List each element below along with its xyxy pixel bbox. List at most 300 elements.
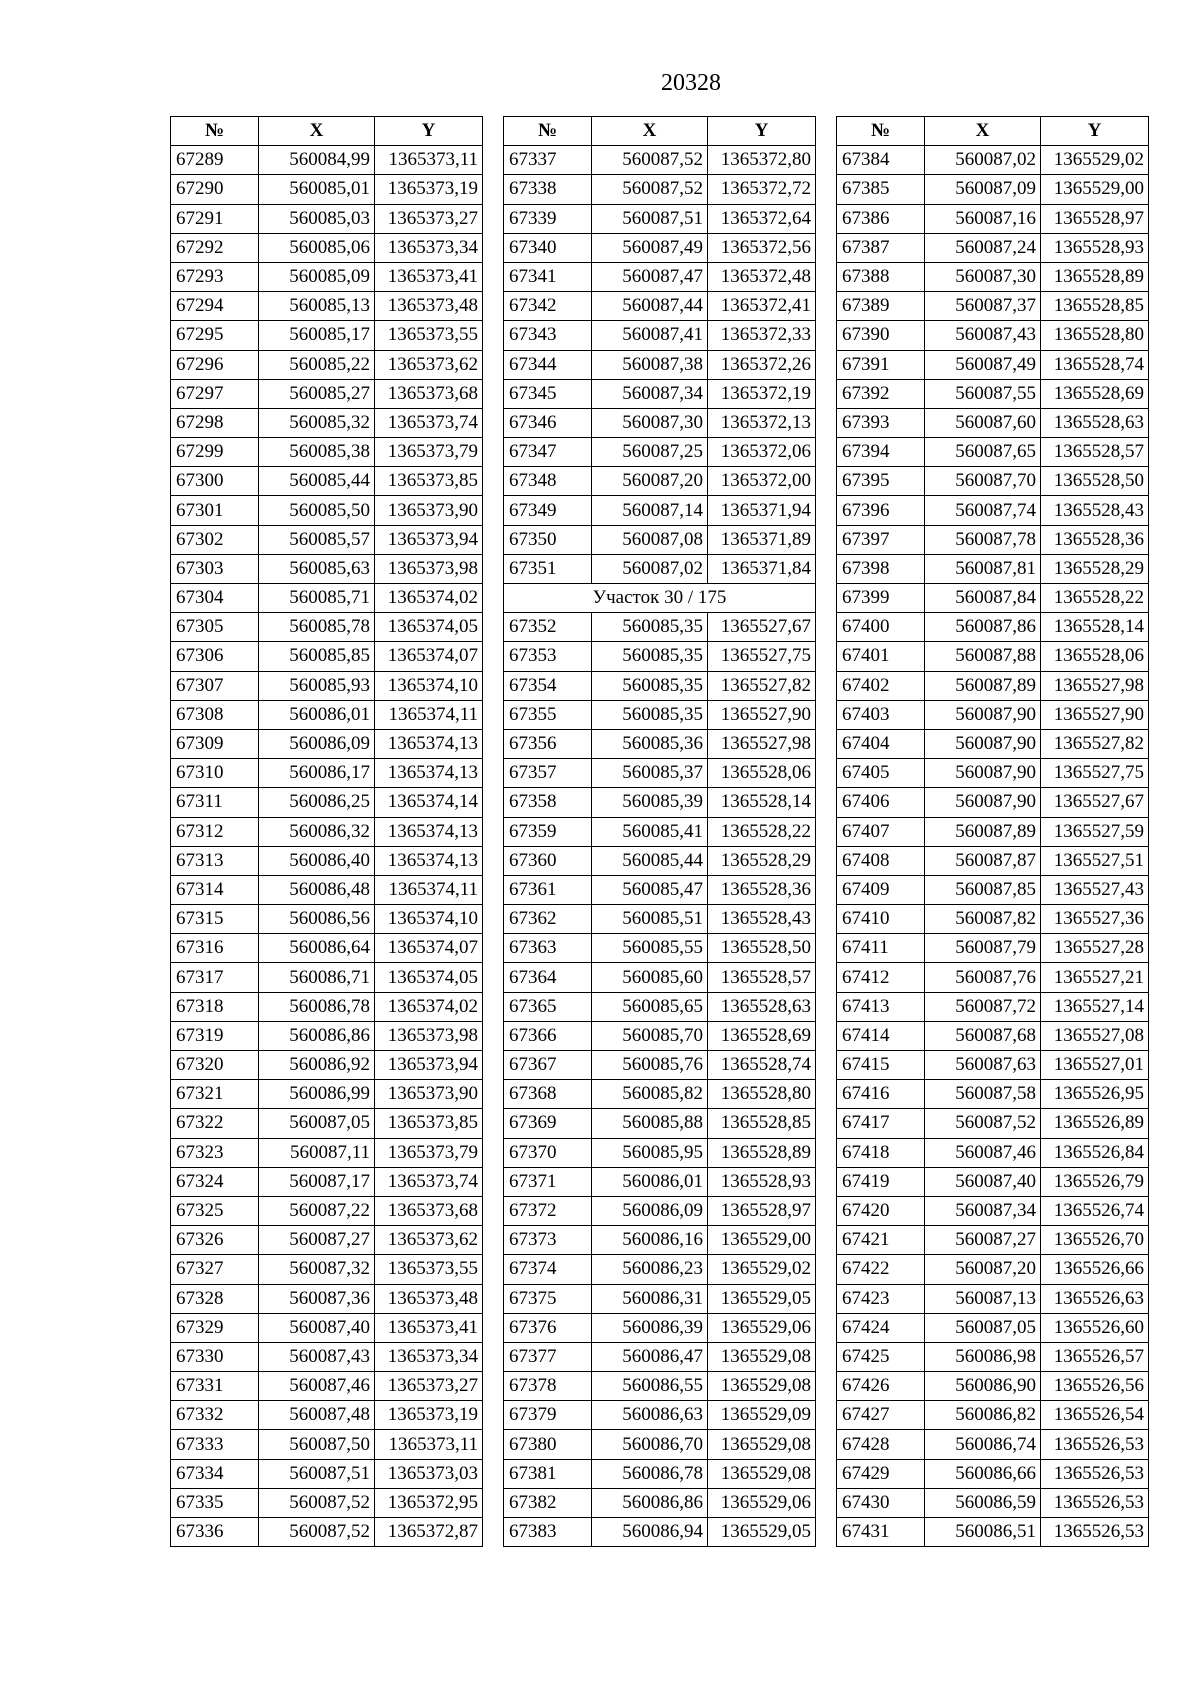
table-row <box>504 1284 816 1313</box>
x-coordinate-cell: 560087,68 <box>925 1021 1041 1050</box>
x-coordinate-cell: 560087,08 <box>592 525 708 554</box>
point-number-cell: 67314 <box>171 875 259 904</box>
x-coordinate-cell: 560085,17 <box>259 321 375 350</box>
x-coordinate-cell: 560086,17 <box>259 759 375 788</box>
table-row <box>837 1138 1149 1167</box>
y-coordinate-cell: 1365528,29 <box>708 846 816 875</box>
table-row <box>504 992 816 1021</box>
y-coordinate-cell: 1365374,10 <box>375 671 483 700</box>
table-row <box>504 671 816 700</box>
y-coordinate-cell: 1365529,08 <box>708 1342 816 1371</box>
point-number-cell: 67329 <box>171 1313 259 1342</box>
x-coordinate-cell: 560087,25 <box>592 438 708 467</box>
table-row <box>837 321 1149 350</box>
table-row <box>837 1401 1149 1430</box>
table-row <box>504 379 816 408</box>
table-row <box>504 700 816 729</box>
point-number-cell: 67393 <box>837 408 925 437</box>
table-row <box>504 292 816 321</box>
y-coordinate-cell: 1365528,89 <box>1041 262 1149 291</box>
point-number-cell: 67325 <box>171 1196 259 1225</box>
point-number-cell: 67332 <box>171 1401 259 1430</box>
x-coordinate-cell: 560087,43 <box>925 321 1041 350</box>
point-number-cell: 67315 <box>171 905 259 934</box>
y-coordinate-cell: 1365528,93 <box>1041 233 1149 262</box>
point-number-cell: 67311 <box>171 788 259 817</box>
header-y: Y <box>375 117 483 146</box>
table-row <box>504 759 816 788</box>
y-coordinate-cell: 1365526,89 <box>1041 1109 1149 1138</box>
x-coordinate-cell: 560087,27 <box>925 1226 1041 1255</box>
table-row <box>171 1518 483 1547</box>
table-row <box>504 613 816 642</box>
point-number-cell: 67411 <box>837 934 925 963</box>
y-coordinate-cell: 1365374,07 <box>375 642 483 671</box>
point-number-cell: 67300 <box>171 467 259 496</box>
x-coordinate-cell: 560086,09 <box>259 729 375 758</box>
point-number-cell: 67406 <box>837 788 925 817</box>
y-coordinate-cell: 1365529,08 <box>708 1430 816 1459</box>
point-number-cell: 67396 <box>837 496 925 525</box>
point-number-cell: 67399 <box>837 584 925 613</box>
x-coordinate-cell: 560087,05 <box>259 1109 375 1138</box>
point-number-cell: 67421 <box>837 1226 925 1255</box>
table-row <box>504 146 816 175</box>
y-coordinate-cell: 1365526,66 <box>1041 1255 1149 1284</box>
point-number-cell: 67413 <box>837 992 925 1021</box>
y-coordinate-cell: 1365372,56 <box>708 233 816 262</box>
y-coordinate-cell: 1365526,56 <box>1041 1372 1149 1401</box>
table-row <box>504 788 816 817</box>
point-number-cell: 67366 <box>504 1021 592 1050</box>
table-row <box>504 729 816 758</box>
y-coordinate-cell: 1365526,54 <box>1041 1401 1149 1430</box>
x-coordinate-cell: 560086,74 <box>925 1430 1041 1459</box>
x-coordinate-cell: 560085,13 <box>259 292 375 321</box>
x-coordinate-cell: 560086,66 <box>925 1459 1041 1488</box>
table-row <box>837 554 1149 583</box>
x-coordinate-cell: 560086,78 <box>592 1459 708 1488</box>
x-coordinate-cell: 560086,48 <box>259 875 375 904</box>
x-coordinate-cell: 560086,94 <box>592 1518 708 1547</box>
x-coordinate-cell: 560087,24 <box>925 233 1041 262</box>
point-number-cell: 67373 <box>504 1226 592 1255</box>
y-coordinate-cell: 1365527,14 <box>1041 992 1149 1021</box>
table-row <box>837 1313 1149 1342</box>
x-coordinate-cell: 560085,55 <box>592 934 708 963</box>
x-coordinate-cell: 560087,38 <box>592 350 708 379</box>
x-coordinate-cell: 560086,01 <box>259 700 375 729</box>
x-coordinate-cell: 560087,89 <box>925 671 1041 700</box>
x-coordinate-cell: 560085,22 <box>259 350 375 379</box>
table-row <box>171 525 483 554</box>
point-number-cell: 67364 <box>504 963 592 992</box>
table-row <box>504 934 816 963</box>
y-coordinate-cell: 1365529,00 <box>1041 175 1149 204</box>
y-coordinate-cell: 1365528,74 <box>708 1051 816 1080</box>
point-number-cell: 67382 <box>504 1488 592 1517</box>
table-row <box>837 1255 1149 1284</box>
x-coordinate-cell: 560085,50 <box>259 496 375 525</box>
x-coordinate-cell: 560087,90 <box>925 788 1041 817</box>
y-coordinate-cell: 1365527,98 <box>1041 671 1149 700</box>
x-coordinate-cell: 560085,71 <box>259 584 375 613</box>
y-coordinate-cell: 1365527,28 <box>1041 934 1149 963</box>
table-row <box>171 817 483 846</box>
point-number-cell: 67360 <box>504 846 592 875</box>
table-row <box>837 905 1149 934</box>
y-coordinate-cell: 1365374,05 <box>375 963 483 992</box>
y-coordinate-cell: 1365372,33 <box>708 321 816 350</box>
x-coordinate-cell: 560085,27 <box>259 379 375 408</box>
y-coordinate-cell: 1365374,13 <box>375 846 483 875</box>
y-coordinate-cell: 1365529,06 <box>708 1488 816 1517</box>
table-row <box>837 1372 1149 1401</box>
x-coordinate-cell: 560085,78 <box>259 613 375 642</box>
table-row <box>504 1226 816 1255</box>
point-number-cell: 67362 <box>504 905 592 934</box>
header-x: X <box>259 117 375 146</box>
table-row <box>171 671 483 700</box>
point-number-cell: 67374 <box>504 1255 592 1284</box>
point-number-cell: 67309 <box>171 729 259 758</box>
y-coordinate-cell: 1365529,02 <box>708 1255 816 1284</box>
table-row <box>171 584 483 613</box>
table-row <box>504 963 816 992</box>
point-number-cell: 67365 <box>504 992 592 1021</box>
y-coordinate-cell: 1365528,57 <box>1041 438 1149 467</box>
x-coordinate-cell: 560085,06 <box>259 233 375 262</box>
y-coordinate-cell: 1365528,69 <box>1041 379 1149 408</box>
point-number-cell: 67301 <box>171 496 259 525</box>
y-coordinate-cell: 1365529,08 <box>708 1459 816 1488</box>
table-row <box>171 875 483 904</box>
point-number-cell: 67405 <box>837 759 925 788</box>
y-coordinate-cell: 1365527,98 <box>708 729 816 758</box>
x-coordinate-cell: 560087,17 <box>259 1167 375 1196</box>
table-row <box>171 1167 483 1196</box>
point-number-cell: 67290 <box>171 175 259 204</box>
table-row <box>171 1196 483 1225</box>
point-number-cell: 67293 <box>171 262 259 291</box>
table-row <box>171 788 483 817</box>
y-coordinate-cell: 1365373,74 <box>375 408 483 437</box>
table-row <box>837 408 1149 437</box>
table-row <box>504 817 816 846</box>
point-number-cell: 67430 <box>837 1488 925 1517</box>
table-row <box>504 525 816 554</box>
y-coordinate-cell: 1365528,89 <box>708 1138 816 1167</box>
y-coordinate-cell: 1365373,27 <box>375 1372 483 1401</box>
table-row <box>504 1109 816 1138</box>
y-coordinate-cell: 1365374,02 <box>375 584 483 613</box>
y-coordinate-cell: 1365373,85 <box>375 1109 483 1138</box>
table-row <box>837 379 1149 408</box>
x-coordinate-cell: 560086,98 <box>925 1342 1041 1371</box>
y-coordinate-cell: 1365527,90 <box>708 700 816 729</box>
table-row <box>504 438 816 467</box>
y-coordinate-cell: 1365527,90 <box>1041 700 1149 729</box>
table-row <box>171 1255 483 1284</box>
x-coordinate-cell: 560087,52 <box>259 1488 375 1517</box>
x-coordinate-cell: 560085,44 <box>259 467 375 496</box>
point-number-cell: 67420 <box>837 1196 925 1225</box>
table-row <box>504 1372 816 1401</box>
x-coordinate-cell: 560087,11 <box>259 1138 375 1167</box>
table-row <box>837 1459 1149 1488</box>
table-row <box>171 438 483 467</box>
table-row <box>171 379 483 408</box>
y-coordinate-cell: 1365373,98 <box>375 554 483 583</box>
point-number-cell: 67418 <box>837 1138 925 1167</box>
table-row <box>837 1226 1149 1255</box>
header-num: № <box>837 117 925 146</box>
y-coordinate-cell: 1365527,82 <box>1041 729 1149 758</box>
header-num: № <box>171 117 259 146</box>
x-coordinate-cell: 560086,92 <box>259 1051 375 1080</box>
point-number-cell: 67369 <box>504 1109 592 1138</box>
table-row <box>171 321 483 350</box>
table-row <box>171 467 483 496</box>
table-row <box>171 350 483 379</box>
header-row <box>504 117 816 146</box>
table-row <box>837 817 1149 846</box>
table-row <box>504 554 816 583</box>
y-coordinate-cell: 1365372,64 <box>708 204 816 233</box>
table-row <box>171 992 483 1021</box>
point-number-cell: 67361 <box>504 875 592 904</box>
point-number-cell: 67363 <box>504 934 592 963</box>
table-row <box>837 175 1149 204</box>
x-coordinate-cell: 560087,90 <box>925 759 1041 788</box>
table-row <box>171 759 483 788</box>
table-row <box>837 729 1149 758</box>
coordinates-table-1 <box>170 116 483 1547</box>
x-coordinate-cell: 560085,35 <box>592 700 708 729</box>
point-number-cell: 67377 <box>504 1342 592 1371</box>
table-row <box>504 1051 816 1080</box>
page-number: 20328 <box>661 70 721 96</box>
point-number-cell: 67294 <box>171 292 259 321</box>
table-row <box>837 1109 1149 1138</box>
x-coordinate-cell: 560085,44 <box>592 846 708 875</box>
x-coordinate-cell: 560085,51 <box>592 905 708 934</box>
x-coordinate-cell: 560087,46 <box>925 1138 1041 1167</box>
y-coordinate-cell: 1365373,48 <box>375 1284 483 1313</box>
table-row <box>504 1313 816 1342</box>
table-row <box>504 467 816 496</box>
x-coordinate-cell: 560085,95 <box>592 1138 708 1167</box>
point-number-cell: 67403 <box>837 700 925 729</box>
x-coordinate-cell: 560087,32 <box>259 1255 375 1284</box>
table-row <box>837 1021 1149 1050</box>
x-coordinate-cell: 560086,59 <box>925 1488 1041 1517</box>
y-coordinate-cell: 1365373,79 <box>375 1138 483 1167</box>
x-coordinate-cell: 560085,57 <box>259 525 375 554</box>
point-number-cell: 67410 <box>837 905 925 934</box>
x-coordinate-cell: 560087,52 <box>592 175 708 204</box>
y-coordinate-cell: 1365528,43 <box>1041 496 1149 525</box>
point-number-cell: 67306 <box>171 642 259 671</box>
y-coordinate-cell: 1365529,08 <box>708 1372 816 1401</box>
point-number-cell: 67358 <box>504 788 592 817</box>
y-coordinate-cell: 1365527,82 <box>708 671 816 700</box>
y-coordinate-cell: 1365374,02 <box>375 992 483 1021</box>
table-row <box>504 1459 816 1488</box>
table-row <box>171 175 483 204</box>
y-coordinate-cell: 1365526,63 <box>1041 1284 1149 1313</box>
point-number-cell: 67380 <box>504 1430 592 1459</box>
x-coordinate-cell: 560087,60 <box>925 408 1041 437</box>
point-number-cell: 67295 <box>171 321 259 350</box>
point-number-cell: 67353 <box>504 642 592 671</box>
y-coordinate-cell: 1365373,79 <box>375 438 483 467</box>
y-coordinate-cell: 1365527,59 <box>1041 817 1149 846</box>
point-number-cell: 67408 <box>837 846 925 875</box>
point-number-cell: 67395 <box>837 467 925 496</box>
table-row <box>171 613 483 642</box>
point-number-cell: 67330 <box>171 1342 259 1371</box>
x-coordinate-cell: 560087,20 <box>925 1255 1041 1284</box>
y-coordinate-cell: 1365526,79 <box>1041 1167 1149 1196</box>
x-coordinate-cell: 560085,37 <box>592 759 708 788</box>
x-coordinate-cell: 560087,72 <box>925 992 1041 1021</box>
point-number-cell: 67340 <box>504 233 592 262</box>
y-coordinate-cell: 1365528,80 <box>708 1080 816 1109</box>
table-row <box>171 1109 483 1138</box>
point-number-cell: 67336 <box>171 1518 259 1547</box>
point-number-cell: 67379 <box>504 1401 592 1430</box>
x-coordinate-cell: 560085,76 <box>592 1051 708 1080</box>
x-coordinate-cell: 560087,89 <box>925 817 1041 846</box>
x-coordinate-cell: 560085,35 <box>592 613 708 642</box>
point-number-cell: 67372 <box>504 1196 592 1225</box>
table-row <box>171 204 483 233</box>
x-coordinate-cell: 560086,70 <box>592 1430 708 1459</box>
y-coordinate-cell: 1365372,72 <box>708 175 816 204</box>
x-coordinate-cell: 560087,16 <box>925 204 1041 233</box>
point-number-cell: 67307 <box>171 671 259 700</box>
point-number-cell: 67323 <box>171 1138 259 1167</box>
point-number-cell: 67328 <box>171 1284 259 1313</box>
y-coordinate-cell: 1365374,07 <box>375 934 483 963</box>
y-coordinate-cell: 1365373,55 <box>375 321 483 350</box>
point-number-cell: 67359 <box>504 817 592 846</box>
point-number-cell: 67308 <box>171 700 259 729</box>
table-row <box>504 233 816 262</box>
table-row <box>171 1284 483 1313</box>
point-number-cell: 67424 <box>837 1313 925 1342</box>
point-number-cell: 67339 <box>504 204 592 233</box>
y-coordinate-cell: 1365372,06 <box>708 438 816 467</box>
table-row <box>171 408 483 437</box>
y-coordinate-cell: 1365373,03 <box>375 1459 483 1488</box>
table-row <box>504 496 816 525</box>
y-coordinate-cell: 1365374,11 <box>375 700 483 729</box>
point-number-cell: 67414 <box>837 1021 925 1050</box>
header-num: № <box>504 117 592 146</box>
table-row <box>837 1284 1149 1313</box>
x-coordinate-cell: 560085,35 <box>592 671 708 700</box>
table-row <box>504 905 816 934</box>
table-row <box>504 1255 816 1284</box>
table-row <box>837 204 1149 233</box>
x-coordinate-cell: 560087,86 <box>925 613 1041 642</box>
y-coordinate-cell: 1365372,80 <box>708 146 816 175</box>
point-number-cell: 67375 <box>504 1284 592 1313</box>
x-coordinate-cell: 560087,79 <box>925 934 1041 963</box>
x-coordinate-cell: 560086,55 <box>592 1372 708 1401</box>
y-coordinate-cell: 1365526,60 <box>1041 1313 1149 1342</box>
table-row <box>504 1401 816 1430</box>
section-label: Участок 30 / 175 <box>504 584 816 613</box>
table-row <box>504 204 816 233</box>
table-row <box>504 1021 816 1050</box>
point-number-cell: 67297 <box>171 379 259 408</box>
point-number-cell: 67348 <box>504 467 592 496</box>
y-coordinate-cell: 1365372,48 <box>708 262 816 291</box>
x-coordinate-cell: 560087,48 <box>259 1401 375 1430</box>
point-number-cell: 67337 <box>504 146 592 175</box>
point-number-cell: 67312 <box>171 817 259 846</box>
table-row <box>171 292 483 321</box>
point-number-cell: 67342 <box>504 292 592 321</box>
x-coordinate-cell: 560084,99 <box>259 146 375 175</box>
y-coordinate-cell: 1365527,67 <box>1041 788 1149 817</box>
y-coordinate-cell: 1365373,55 <box>375 1255 483 1284</box>
x-coordinate-cell: 560087,49 <box>592 233 708 262</box>
point-number-cell: 67381 <box>504 1459 592 1488</box>
header-row <box>837 117 1149 146</box>
y-coordinate-cell: 1365529,06 <box>708 1313 816 1342</box>
y-coordinate-cell: 1365526,95 <box>1041 1080 1149 1109</box>
x-coordinate-cell: 560085,09 <box>259 262 375 291</box>
point-number-cell: 67371 <box>504 1167 592 1196</box>
table-row <box>837 584 1149 613</box>
table-row <box>504 642 816 671</box>
y-coordinate-cell: 1365528,85 <box>1041 292 1149 321</box>
y-coordinate-cell: 1365528,63 <box>1041 408 1149 437</box>
y-coordinate-cell: 1365527,08 <box>1041 1021 1149 1050</box>
x-coordinate-cell: 560086,86 <box>592 1488 708 1517</box>
y-coordinate-cell: 1365528,14 <box>1041 613 1149 642</box>
point-number-cell: 67335 <box>171 1488 259 1517</box>
x-coordinate-cell: 560085,47 <box>592 875 708 904</box>
x-coordinate-cell: 560087,02 <box>925 146 1041 175</box>
x-coordinate-cell: 560087,52 <box>925 1109 1041 1138</box>
x-coordinate-cell: 560087,55 <box>925 379 1041 408</box>
x-coordinate-cell: 560086,99 <box>259 1080 375 1109</box>
x-coordinate-cell: 560085,35 <box>592 642 708 671</box>
x-coordinate-cell: 560086,23 <box>592 1255 708 1284</box>
point-number-cell: 67423 <box>837 1284 925 1313</box>
table-row <box>171 1138 483 1167</box>
y-coordinate-cell: 1365528,36 <box>708 875 816 904</box>
point-number-cell: 67345 <box>504 379 592 408</box>
point-number-cell: 67313 <box>171 846 259 875</box>
header-x: X <box>925 117 1041 146</box>
point-number-cell: 67415 <box>837 1051 925 1080</box>
x-coordinate-cell: 560087,34 <box>592 379 708 408</box>
y-coordinate-cell: 1365527,67 <box>708 613 816 642</box>
table-row <box>837 1051 1149 1080</box>
point-number-cell: 67303 <box>171 554 259 583</box>
point-number-cell: 67319 <box>171 1021 259 1050</box>
y-coordinate-cell: 1365373,41 <box>375 1313 483 1342</box>
point-number-cell: 67397 <box>837 525 925 554</box>
table-row <box>837 1430 1149 1459</box>
x-coordinate-cell: 560086,01 <box>592 1167 708 1196</box>
